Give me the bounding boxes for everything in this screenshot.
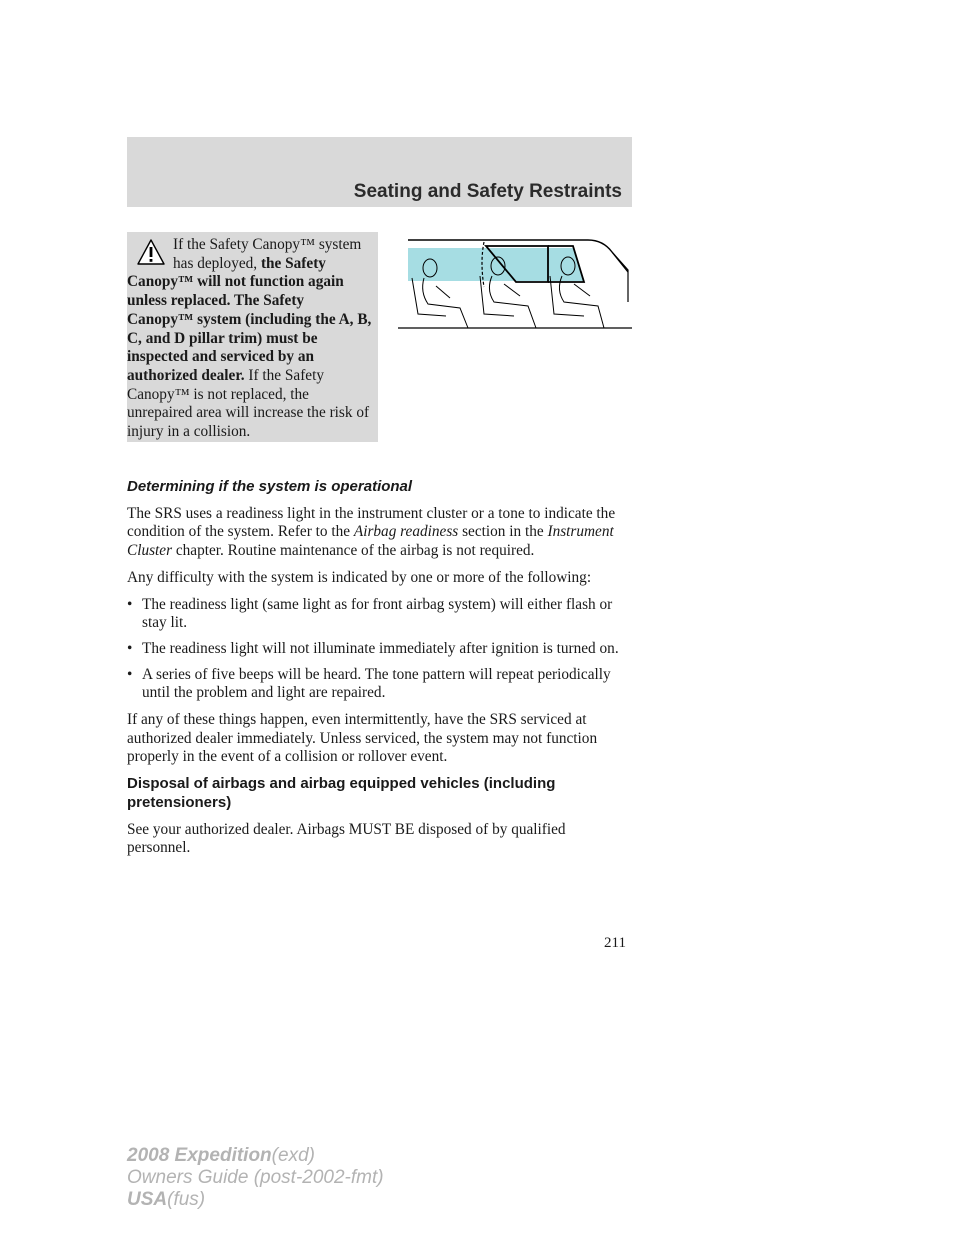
- paragraph-disposal: See your authorized dealer. Airbags MUST BE disposed of by qualified personnel.: [127, 820, 566, 857]
- canopy-curtain: [408, 248, 548, 281]
- ref-instrument-cluster: Instrument Cluster: [127, 523, 614, 560]
- paragraph-readiness: [127, 505, 632, 561]
- list-item: • A series of five beeps will be heard. The tone pattern will repeat periodically until the problem and light are repaired.: [127, 666, 632, 703]
- text-run: section in the: [458, 523, 548, 541]
- ref-airbag-readiness: Airbag readiness: [353, 523, 459, 541]
- text-run: chapter. Routine maintenance of the airbag is not required.: [172, 542, 535, 560]
- footer-market-code: (fus): [167, 1189, 206, 1210]
- footer-line-2: Owners Guide (post-2002-fmt): [127, 1167, 384, 1188]
- footer: [127, 1145, 384, 1211]
- paragraph-difficulty: Any difficulty with the system is indicated by one or more of the following:: [127, 568, 592, 586]
- main-content: [127, 478, 632, 866]
- footer-line-1: [127, 1145, 384, 1167]
- warning-bold: the Safety Canopy™ will not function again unless replaced. The Safety Canopy™ system (including the A, B, C, and D pillar trim) must be inspected and serviced by an authorized dealer.: [127, 254, 372, 384]
- rear-body: [612, 252, 628, 302]
- text-run: The SRS uses a readiness light in the instrument cluster or a tone to indicate the condition of the system. Refer to the: [127, 504, 616, 541]
- header-band: [127, 137, 632, 207]
- footer-line-3: [127, 1189, 384, 1211]
- paragraph-service: If any of these things happen, even intermittently, have the SRS serviced at authorized dealer immediately. Unless serviced, the system may not function properly in the event of a collision or rollover event.: [127, 711, 598, 766]
- footer-market: USA: [127, 1189, 168, 1210]
- bullet-list: [127, 596, 632, 704]
- warning-box: [127, 232, 378, 442]
- footer-model-code: (exd): [271, 1145, 315, 1166]
- heading-disposal: Disposal of airbags and airbag equipped vehicles (including pretensioners): [127, 775, 556, 811]
- footer-model: 2008 Expedition: [127, 1145, 272, 1166]
- warning-outro: If the Safety Canopy™ is not replaced, the unrepaired area will increase the risk of injury in a collision.: [127, 366, 370, 441]
- heading-operational: Determining if the system is operational: [127, 478, 413, 495]
- warning-intro: If the Safety Canopy™ system has deployed,: [173, 236, 362, 272]
- list-item: • The readiness light will not illuminate immediately after ignition is turned on.: [127, 640, 632, 659]
- safety-canopy-illustration: [398, 232, 632, 332]
- section-title: Seating and Safety Restraints: [353, 181, 622, 202]
- page-number: 211: [604, 935, 626, 951]
- warning-text: [127, 236, 373, 442]
- list-item: • The readiness light (same light as for front airbag system) will either flash or stay lit.: [127, 596, 632, 633]
